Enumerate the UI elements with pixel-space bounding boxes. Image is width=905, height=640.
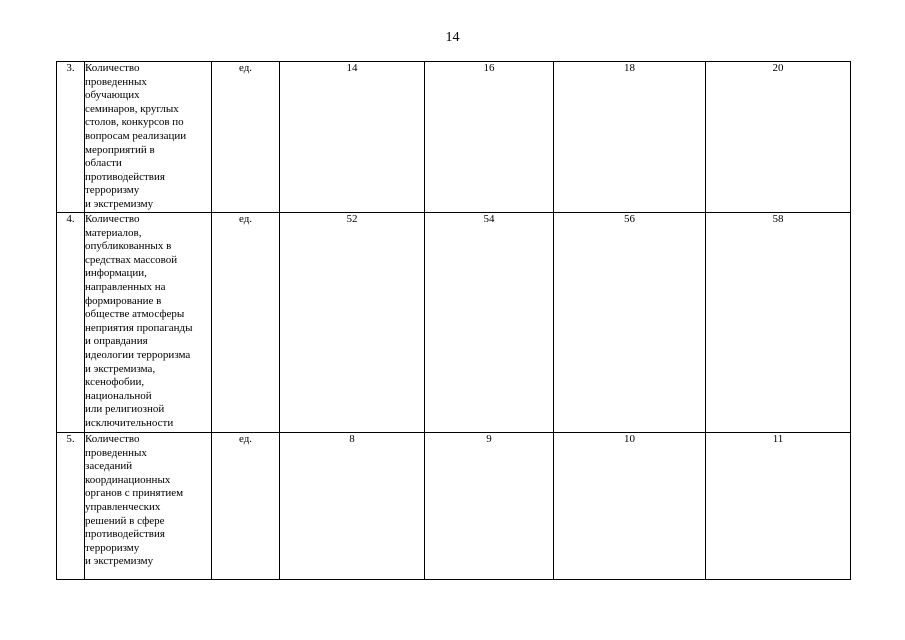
indicator-name-line: Количество	[85, 62, 140, 74]
row-number: 4.	[57, 213, 85, 433]
indicator-name	[85, 213, 212, 433]
page-number: 14	[445, 30, 460, 45]
indicator-name-line: информации,	[85, 267, 147, 280]
indicator-name-line: вопросам реализации	[85, 129, 187, 142]
indicator-name-line: обществе атмосферы	[85, 308, 185, 321]
indicator-name-line: неприятия пропаганды	[85, 321, 193, 334]
indicator-name-line: управленческих	[85, 500, 161, 513]
indicator-name-line: и оправдания	[85, 335, 148, 348]
indicator-name-line: проведенных	[85, 75, 147, 88]
indicator-name-line: обучающих	[85, 89, 140, 102]
value-cell: 18	[554, 62, 706, 213]
indicator-name-line: ксенофобии,	[85, 376, 145, 389]
value-cell: 16	[425, 62, 554, 213]
indicator-name-line: мероприятий в	[85, 143, 155, 156]
table-row	[57, 433, 851, 580]
indicator-name-line: проведенных	[85, 446, 147, 459]
indicator-name-line: опубликованных в	[85, 240, 172, 253]
indicator-name-line: органов с принятием	[85, 487, 184, 500]
value-cell: 14	[280, 62, 425, 213]
indicator-name-line: или религиозной	[85, 403, 165, 416]
value-cell: 8	[280, 433, 425, 580]
indicator-name-line: противодействия	[85, 528, 165, 541]
row-number: 3.	[57, 62, 85, 213]
indicator-name-line: противодействия	[85, 170, 165, 183]
indicator-name-line: координационных	[85, 473, 171, 486]
value-cell: 56	[554, 213, 706, 433]
indicator-name-line: национальной	[85, 389, 152, 402]
table-row	[57, 213, 851, 433]
indicator-name-line: материалов,	[85, 226, 142, 239]
indicators-table	[56, 61, 851, 580]
indicator-name-line: и экстремизму	[85, 555, 154, 568]
indicator-name-line: направленных на	[85, 280, 166, 293]
value-cell: 9	[425, 433, 554, 580]
indicator-name-line: исключительности	[85, 416, 174, 429]
value-cell: 11	[706, 433, 851, 580]
value-cell: 52	[280, 213, 425, 433]
indicator-name-line: и экстремизма,	[85, 362, 156, 375]
unit-cell: ед.	[212, 433, 280, 580]
indicator-name-line: терроризму	[85, 184, 140, 197]
row-number: 5.	[57, 433, 85, 580]
indicator-name-line: Количество	[85, 213, 140, 225]
indicator-name-line: решений в сфере	[85, 514, 165, 527]
unit-cell: ед.	[212, 62, 280, 213]
indicator-name	[85, 433, 212, 580]
unit-cell: ед.	[212, 213, 280, 433]
indicator-name-line: столов, конкурсов по	[85, 116, 184, 129]
indicator-name-line: средствах массовой	[85, 253, 178, 266]
indicator-name-line: формирование в	[85, 294, 162, 307]
value-cell: 20	[706, 62, 851, 213]
indicator-name-line: идеологии терроризма	[85, 348, 191, 361]
indicator-name	[85, 62, 212, 213]
indicator-name-line: и экстремизму	[85, 197, 154, 210]
indicator-name-line: семинаров, круглых	[85, 102, 179, 115]
value-cell: 58	[706, 213, 851, 433]
indicator-name-line: Количество	[85, 433, 140, 445]
indicator-name-line: области	[85, 157, 122, 170]
value-cell: 10	[554, 433, 706, 580]
indicator-name-line: заседаний	[85, 460, 133, 473]
indicator-name-line: терроризму	[85, 541, 140, 554]
value-cell: 54	[425, 213, 554, 433]
table-row	[57, 62, 851, 213]
